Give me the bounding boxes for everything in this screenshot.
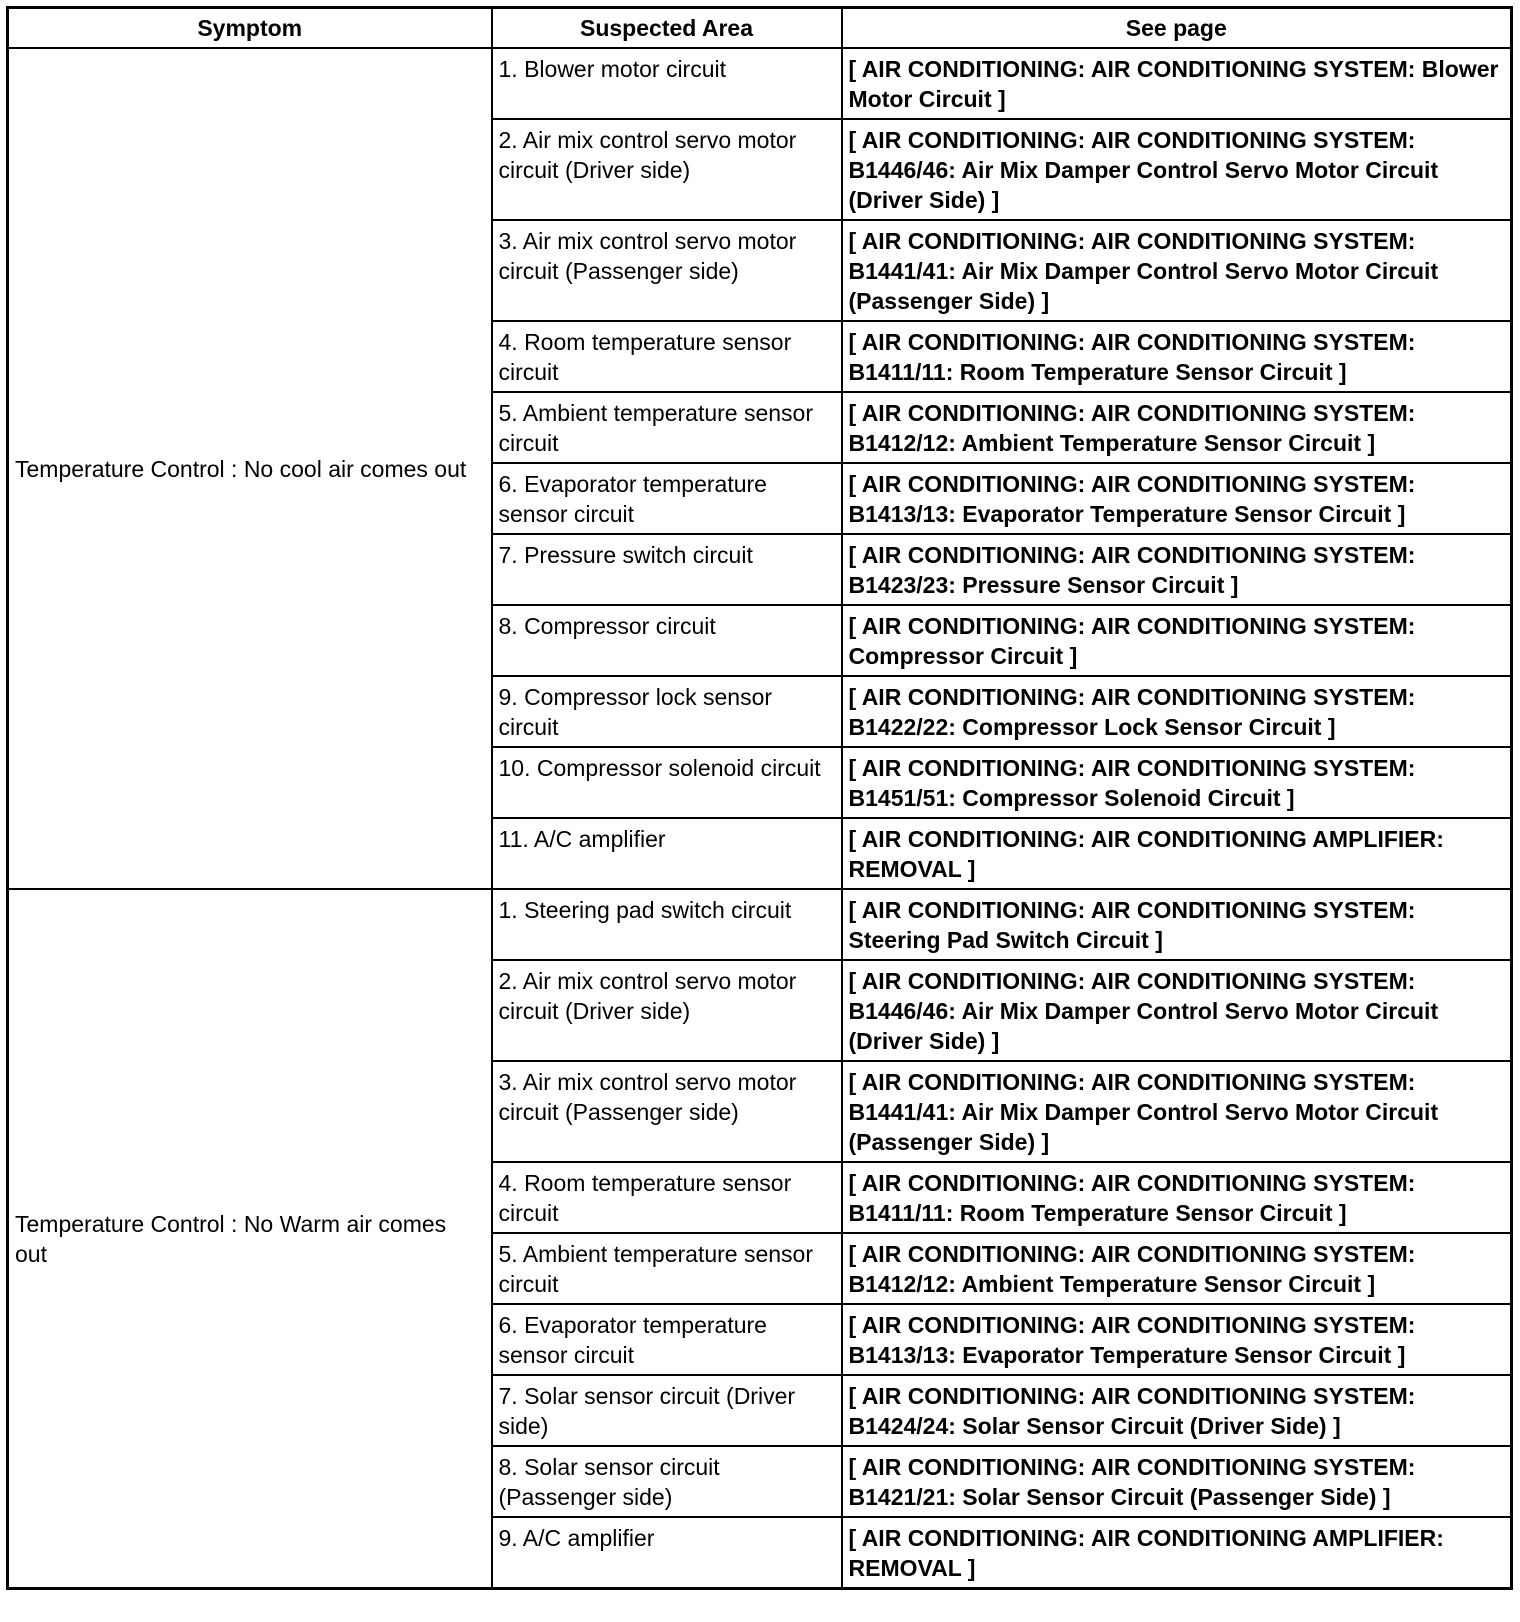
suspected-area-cell: 10. Compressor solenoid circuit [492, 747, 842, 818]
suspected-area-cell: 8. Compressor circuit [492, 605, 842, 676]
see-page-reference[interactable]: [ AIR CONDITIONING: AIR CONDITIONING SYSTEM: B1423/23: Pressure Sensor Circuit ] [842, 534, 1512, 605]
suspected-area-cell: 5. Ambient temperature sensor circuit [492, 1233, 842, 1304]
problem-symptoms-table [6, 6, 1513, 1590]
see-page-reference[interactable]: [ AIR CONDITIONING: AIR CONDITIONING SYSTEM: B1411/11: Room Temperature Sensor Circuit ] [842, 1162, 1512, 1233]
suspected-area-cell: 5. Ambient temperature sensor circuit [492, 392, 842, 463]
symptom-cell: Temperature Control : No cool air comes out [8, 48, 492, 889]
see-page-reference[interactable]: [ AIR CONDITIONING: AIR CONDITIONING SYSTEM: B1413/13: Evaporator Temperature Sensor Circuit ] [842, 1304, 1512, 1375]
see-page-reference[interactable]: [ AIR CONDITIONING: AIR CONDITIONING SYSTEM: B1446/46: Air Mix Damper Control Servo Motor Circuit (Driver Side) ] [842, 119, 1512, 220]
see-page-reference[interactable]: [ AIR CONDITIONING: AIR CONDITIONING SYSTEM: B1441/41: Air Mix Damper Control Servo Motor Circuit (Passenger Side) ] [842, 1061, 1512, 1162]
see-page-reference[interactable]: [ AIR CONDITIONING: AIR CONDITIONING AMPLIFIER: REMOVAL ] [842, 818, 1512, 889]
table-row [8, 889, 1512, 960]
table-row [8, 48, 1512, 119]
suspected-area-cell: 9. Compressor lock sensor circuit [492, 676, 842, 747]
see-page-reference[interactable]: [ AIR CONDITIONING: AIR CONDITIONING SYSTEM: B1413/13: Evaporator Temperature Sensor Circuit ] [842, 463, 1512, 534]
suspected-area-cell: 2. Air mix control servo motor circuit (Driver side) [492, 960, 842, 1061]
see-page-reference[interactable]: [ AIR CONDITIONING: AIR CONDITIONING SYSTEM: B1441/41: Air Mix Damper Control Servo Motor Circuit (Passenger Side) ] [842, 220, 1512, 321]
suspected-area-cell: 3. Air mix control servo motor circuit (Passenger side) [492, 1061, 842, 1162]
suspected-area-cell: 7. Pressure switch circuit [492, 534, 842, 605]
suspected-area-cell: 4. Room temperature sensor circuit [492, 321, 842, 392]
header-row [8, 8, 1512, 49]
see-page-reference[interactable]: [ AIR CONDITIONING: AIR CONDITIONING SYSTEM: B1412/12: Ambient Temperature Sensor Circuit ] [842, 392, 1512, 463]
suspected-area-cell: 3. Air mix control servo motor circuit (Passenger side) [492, 220, 842, 321]
header-see-page: See page [842, 8, 1512, 49]
see-page-reference[interactable]: [ AIR CONDITIONING: AIR CONDITIONING SYSTEM: B1422/22: Compressor Lock Sensor Circuit ] [842, 676, 1512, 747]
suspected-area-cell: 11. A/C amplifier [492, 818, 842, 889]
see-page-reference[interactable]: [ AIR CONDITIONING: AIR CONDITIONING SYSTEM: B1412/12: Ambient Temperature Sensor Circuit ] [842, 1233, 1512, 1304]
see-page-reference[interactable]: [ AIR CONDITIONING: AIR CONDITIONING SYSTEM: B1424/24: Solar Sensor Circuit (Driver Side) ] [842, 1375, 1512, 1446]
table-body [8, 48, 1512, 1589]
suspected-area-cell: 1. Steering pad switch circuit [492, 889, 842, 960]
see-page-reference[interactable]: [ AIR CONDITIONING: AIR CONDITIONING SYSTEM: B1451/51: Compressor Solenoid Circuit ] [842, 747, 1512, 818]
header-suspected-area: Suspected Area [492, 8, 842, 49]
suspected-area-cell: 8. Solar sensor circuit (Passenger side) [492, 1446, 842, 1517]
suspected-area-cell: 7. Solar sensor circuit (Driver side) [492, 1375, 842, 1446]
see-page-reference[interactable]: [ AIR CONDITIONING: AIR CONDITIONING SYSTEM: B1421/21: Solar Sensor Circuit (Passenger Side) ] [842, 1446, 1512, 1517]
see-page-reference[interactable]: [ AIR CONDITIONING: AIR CONDITIONING SYSTEM: Blower Motor Circuit ] [842, 48, 1512, 119]
see-page-reference[interactable]: [ AIR CONDITIONING: AIR CONDITIONING AMPLIFIER: REMOVAL ] [842, 1517, 1512, 1589]
symptom-cell: Temperature Control : No Warm air comes out [8, 889, 492, 1589]
suspected-area-cell: 4. Room temperature sensor circuit [492, 1162, 842, 1233]
see-page-reference[interactable]: [ AIR CONDITIONING: AIR CONDITIONING SYSTEM: B1411/11: Room Temperature Sensor Circuit ] [842, 321, 1512, 392]
suspected-area-cell: 6. Evaporator temperature sensor circuit [492, 1304, 842, 1375]
diagnosis-sheet [6, 6, 1513, 1590]
header-symptom: Symptom [8, 8, 492, 49]
see-page-reference[interactable]: [ AIR CONDITIONING: AIR CONDITIONING SYSTEM: B1446/46: Air Mix Damper Control Servo Motor Circuit (Driver Side) ] [842, 960, 1512, 1061]
suspected-area-cell: 6. Evaporator temperature sensor circuit [492, 463, 842, 534]
suspected-area-cell: 2. Air mix control servo motor circuit (Driver side) [492, 119, 842, 220]
suspected-area-cell: 1. Blower motor circuit [492, 48, 842, 119]
see-page-reference[interactable]: [ AIR CONDITIONING: AIR CONDITIONING SYSTEM: Compressor Circuit ] [842, 605, 1512, 676]
see-page-reference[interactable]: [ AIR CONDITIONING: AIR CONDITIONING SYSTEM: Steering Pad Switch Circuit ] [842, 889, 1512, 960]
suspected-area-cell: 9. A/C amplifier [492, 1517, 842, 1589]
